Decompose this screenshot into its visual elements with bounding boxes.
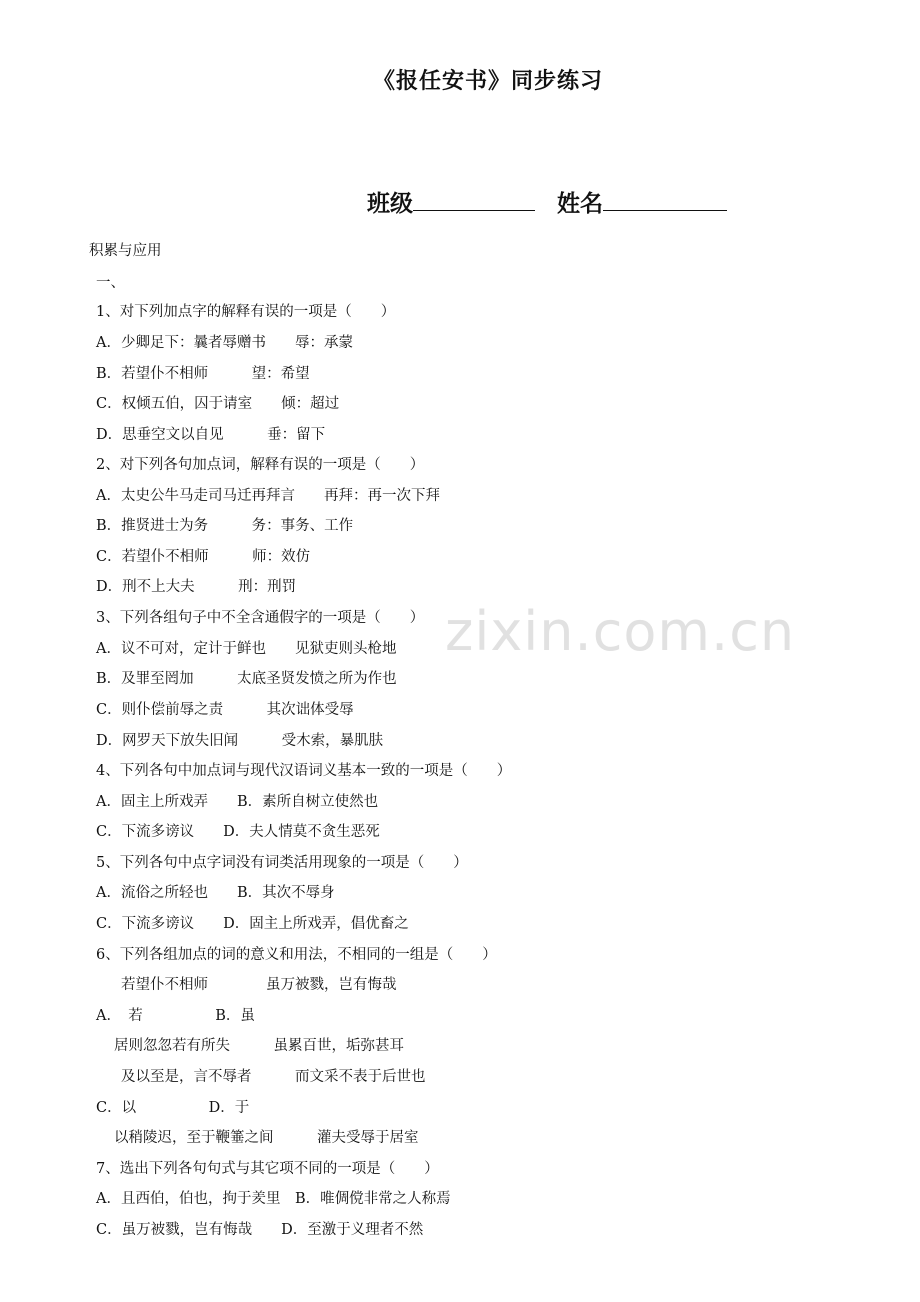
question-line: 1、对下列加点字的解释有误的一项是（ ）: [96, 304, 396, 320]
question-line: 居则忽忽若有所失 虽累百世，垢弥甚耳: [85, 1038, 404, 1054]
question-line: D．思垂空文以自见 垂：留下: [96, 427, 326, 443]
question-line: A．太史公牛马走司马迁再拜言 再拜：再一次下拜: [96, 488, 440, 504]
question-line: C．以 D．于: [96, 1100, 250, 1116]
question-line: C．下流多谤议 D．夫人情莫不贪生恶死: [96, 824, 380, 840]
watermark: zixin.com.cn: [445, 600, 796, 663]
question-line: A．且西伯，伯也，拘于羑里 B．唯倜傥非常之人称焉: [96, 1191, 451, 1207]
question-line: 一、: [96, 275, 125, 291]
question-line: B．推贤进士为务 务：事务、工作: [96, 518, 354, 534]
question-line: A．固主上所戏弄 B．素所自树立使然也: [96, 794, 379, 810]
question-line: A．议不可对，定计于鲜也 见狱吏则头枪地: [96, 641, 397, 657]
question-line: B．若望仆不相师 望：希望: [96, 366, 310, 382]
question-line: B．及罪至罔加 太底圣贤发愤之所为作也: [96, 671, 397, 687]
question-line: C．权倾五伯，囚于请室 倾：超过: [96, 396, 340, 412]
name-blank: [603, 188, 727, 211]
question-line: A．流俗之所轻也 B．其次不辱身: [96, 885, 335, 901]
page-title: 《报任安书》同步练习: [372, 68, 603, 94]
name-label: 姓名: [557, 190, 604, 217]
question-line: C．若望仆不相师 师：效仿: [96, 549, 311, 565]
question-line: C．下流多谤议 D．固主上所戏弄，倡优畜之: [96, 916, 409, 932]
question-line: 2、对下列各句加点词，解释有误的一项是（ ）: [96, 457, 425, 473]
class-name-fields: [367, 185, 727, 218]
question-line: D．网罗天下放失旧闻 受木索，暴肌肤: [96, 733, 384, 749]
question-line: 及以至是，言不辱者 而文采不表于后世也: [92, 1069, 426, 1085]
section-heading: 积累与应用: [89, 243, 162, 259]
question-line: 以稍陵迟，至于鞭箠之间 灌夫受辱于居室: [85, 1130, 419, 1146]
question-line: 若望仆不相师 虽万被戮，岂有悔哉: [92, 977, 397, 993]
question-line: 3、下列各组句子中不全含通假字的一项是（ ）: [96, 610, 425, 626]
class-label: 班级: [367, 190, 413, 217]
question-line: A．少卿足下：曩者辱赠书 辱：承蒙: [96, 335, 353, 351]
question-line: A． 若 B．虽: [96, 1008, 255, 1024]
question-line: C．虽万被戮，岂有悔哉 D．至激于义理者不然: [96, 1222, 424, 1238]
question-line: 4、下列各句中加点词与现代汉语词义基本一致的一项是（ ）: [96, 763, 512, 779]
question-line: D．刑不上大夫 刑：刑罚: [96, 579, 297, 595]
class-blank: [413, 188, 535, 211]
question-line: 5、下列各句中点字词没有词类活用现象的一项是（ ）: [96, 855, 468, 871]
question-line: C．则仆偿前辱之责 其次诎体受辱: [96, 702, 354, 718]
question-line: 7、选出下列各句句式与其它项不同的一项是（ ）: [96, 1161, 439, 1177]
question-line: 6、下列各组加点的词的意义和用法，不相同的一组是（ ）: [96, 947, 497, 963]
